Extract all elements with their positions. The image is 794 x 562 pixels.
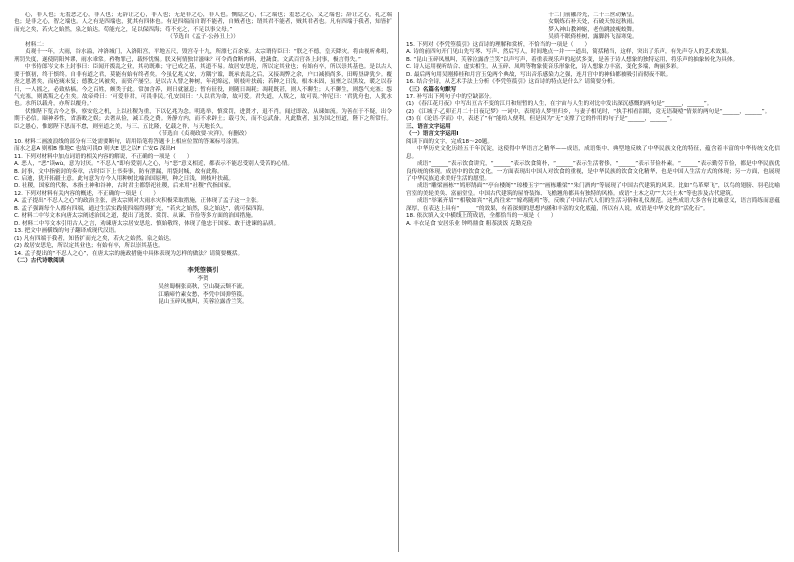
poem-line: 十二门前融冷光，二十三丝动紫皇。 bbox=[548, 12, 638, 18]
question-12-b: B. 孟子强调每个人都有四端，通过生活实践使四端得到扩充，“若火之始然，泉之始达”，就可保四海。 bbox=[14, 205, 268, 212]
poem-line: 女娲炼石补天处，石破天惊逗秋雨。 bbox=[548, 19, 638, 26]
question-12-a: A. 孟子提出“不忍人之心”的政治主张，唐太宗则对大雨水灾积极采取措施，正体现了孟子这一主张。 bbox=[14, 198, 263, 205]
idiom-passage-3: 成语“雕梁画栋”“鸠形鹄面”“亭台楼阁”“琼楼玉宇”“画栋雕梁”“朱门酒肉”等展现了中国古代建筑的风采。比如“鸟革翚飞”，以鸟的翅膀、羽毛比喻宫室的美轮美奂、富丽堂皇。中国古代建筑的屋脊装饰、飞檐翘角都具有独特的风格。成语“土木之功”“大兴土木”等也涉及古代建筑。 bbox=[406, 183, 780, 197]
question-17-1: (1) 《春江花月夜》中写出亘古不变的江月和短暂的人生，在宇宙与人生的对比中发出深沉感慨的两句是“______，______”。 bbox=[406, 101, 713, 108]
question-13: 13. 把文中画横线的句子翻译成现代汉语。 bbox=[14, 228, 120, 235]
subsection-language-one: （一）语言文字运用Ⅰ bbox=[406, 131, 459, 138]
question-18: 18. 依次填入文中横线上的成语，全都恰当的一项是（ ） bbox=[406, 213, 557, 220]
idiom-passage-4: 成语“举案齐眉”“相敬如宾”“礼尚往来”“嫁鸡随鸡”等，反映了中国古代人们的生活习俗和礼仪规范。这些成语大多含有比喻意义，语言简练而意蕴深厚，在表达上具有“______”的效果，有着深刻的思想内涵和丰富的文化底蕴，所以有人说，成语是中华文化的“活化石”。 bbox=[406, 198, 780, 212]
poem-line: 梦入神山教神妪，老鱼跳波瘦蛟舞。 bbox=[548, 26, 638, 33]
question-15-a: A. 诗的前四句开门见山先写琴、写声、然后写人，时间地点一并一一道出，简括精当，这样，突出了乐声，有先声夺人的艺术效果。 bbox=[406, 49, 733, 56]
zhenguan-passage-2: 中书侍郎岑文本上封事曰：臣闻开拨乱之业，其功既难；守已成之基，其道不易。故居安思危，所以定其业也；有始有卒，所以崇其基也。是以古人要于慎初，终于慎终。自非有道之君，莫能有始有终者矣。今虽亿兆乂安，方隅宁谧，既承丧乱之后，又接凋弊之余，户口减损尚多，田畴垦辟犹少。覆焘之恩著矣，而疮痍未复；德教之风被矣，而资产屡空。是以古人譬之种树，年祀绵远，则枝叶扶疏；若种之日浅，根本未固，虽壅之以黑坟，暖之以春日，一人摇之，必致枯槁。今之百姓，颇类于此。常加含养，则日就滋息；暂有征役，则随日凋耗；凋耗既甚，则人不聊生；人不聊生，则怨气充塞；怨气充塞，则离叛之心生矣。故帝舜曰：‘可爱非君，可畏非民。’孔安国曰：‘人以君为命，故可爱。君失道，人叛之，故可畏。’仲尼曰：‘君犹舟也，人犹水也。水所以载舟，亦所以覆舟。’ bbox=[14, 64, 392, 108]
section-poetry-heading: （二）古代诗歌阅读 bbox=[14, 257, 65, 264]
poem-title: 李凭箜篌引 bbox=[187, 267, 219, 275]
question-16: 16. 结合全诗，从艺术手法上分析《李凭箜篌引》这首诗的特点是什么？请简要分析。 bbox=[406, 79, 619, 86]
zhenguan-passage-1: 贞观十一年，大雨，谷水溢，冲洛城门，入洛阳宫，平地五尺，毁宫寺十九，所漂七百余家。太宗谓侍臣曰：“朕之不德，皇天降灾。将由视听弗明，刑罚失度，遂使阴阳舛谬，雨水乖常。矜物罪己，载怀忧惕。朕又何情独甘滋味？可令尚食断肉料，进蔬食。文武百官各上封事，极言得失。” bbox=[14, 49, 392, 63]
source-note-1: （节选自《孟子·公孙丑上》） bbox=[167, 34, 239, 41]
question-18-a: A. 丰衣足食 安居乐业 钟鸣鼎食 粗茶淡饭 克勤克俭 bbox=[406, 220, 533, 227]
question-10-options: 而水之息A 则相B 惟地C 也故可畏D 则夫E 思之以F 亡安G 深出H bbox=[14, 146, 176, 153]
question-12-d: D. 材料二中岑文本引用古人之言，劝谏唐太宗居安思危、慎始敬终，体现了他忠于国家、敢于进谏的品质。 bbox=[14, 220, 280, 227]
left-column bbox=[14, 12, 392, 552]
poem-line: 昆山玉碎凤凰叫，芙蓉泣露香兰笑。 bbox=[158, 299, 248, 306]
reading-instruction: 阅读下面的文字，完成18～20题。 bbox=[406, 138, 493, 145]
question-17-3: (3) 在《论语·学而》中，表述了“有”能给人便利，但是因为“无”支撑了它的作用的句子是“______，______”。 bbox=[406, 116, 676, 123]
question-15: 15. 下列对《李凭箜篌引》这首诗的理解和赏析，不恰当的一项是（ ） bbox=[406, 41, 591, 48]
poem-line: 吴质不眠倚桂树，露脚斜飞湿寒兔。 bbox=[548, 34, 638, 41]
exam-page bbox=[14, 12, 780, 552]
material-two-label: 材料二： bbox=[25, 41, 48, 48]
idiom-passage-1: 中华历史文化历经五千年沉淀，这使得中华语言之精华——成语，成语集中、典型地反映了中华民族文化的特征，蕴含着丰富的中华传统文化信息。 bbox=[406, 146, 780, 160]
question-12: 12. 下列对材料有关内容的概述，不正确的一项是（ ） bbox=[14, 190, 159, 197]
idiom-passage-2: 成语“______”表示饮食讲究，“______”表示饮食简朴，“______”表示生活奢侈，“______”表示节俭朴素。“______”表示勤劳节俭，都是中华民族优良传统的体现。成语中的饮食文化，一方面表现出中国人对饮食的重视，是中华民族的饮食文化精华，也是中国人生活方式的体现；另一方面，也展现了中华民族追求美好生活的愿望。 bbox=[406, 161, 780, 182]
question-17-2: (2) 《江城子·乙卯正月二十日夜记梦》一词中，表现诗人梦里归乡，与妻子相见时，“执手相看泪眼，竟无语凝噎”情景的两句是“______，______”。 bbox=[406, 108, 771, 115]
question-11: 11. 下列对材料中加点词语的相关内容的解说，不正确的一项是（ ） bbox=[14, 153, 193, 160]
question-11-d: D. 社稷，国家的代称，本指土神和谷神，古时君主都祭祀社稷，后来用“社稷”代指国家。 bbox=[14, 183, 235, 190]
question-17: 17. 补写出下列句子中的空缺部分。 bbox=[406, 93, 495, 100]
zhenguan-passage-3: 伏惟陛下览古今之事，察安危之机，上以社稷为重，下以亿兆为念。明选举，慎赏罚，进贤才，退不肖。闻过即改，从谏如流。为善在于不疑，出令期于必信。颐神养性，省游畋之娱；去奢从俭，减工役之费。务静方内，而不求辟土；载弓矢，而不忘武备。凡此数者，虽为国之恒道，陛下之所常行。臣之愚心，惟愿陛下思而不怠，则至道之美，与三、五比隆，亿载之祚，与天地长久。 bbox=[14, 108, 392, 130]
question-13-1: (1) 凡有四端于我者，知皆扩而充之矣，若火之始然，泉之始达。 bbox=[14, 235, 175, 242]
section-language-heading: 三、语言文字运用 bbox=[406, 123, 451, 130]
question-11-a: A. 恶人，“恶”读wù，意为讨厌。“不忍人”即有爱别人之心，与“恶”意义相近，都表示不能忍受别人受苦的心情。 bbox=[14, 161, 293, 168]
question-13-2: (2) 故居安思危，所以定其业也；有始有卒，所以崇其基也。 bbox=[14, 243, 164, 250]
question-11-c: C. 启迪，犹开拓疆土意。此句意为方今人用种树比喻治国原理，种之日浅，则枝叶扶疏。 bbox=[14, 175, 235, 182]
question-12-c: C. 材料二中岑文本向唐太宗阐述治国之道，提出了选贤、赏罚、从谏、节俭等多方面的治国措施。 bbox=[14, 213, 257, 220]
section-dictation-heading: （三）名篇名句默写 bbox=[406, 86, 457, 93]
question-15-d: D. 最后两句用吴刚捧桂和月宫玉兔两个典故，写出音乐感染力之强，连月宫中的神仙都被吸引而彻夜不眠。 bbox=[406, 71, 672, 78]
poem-line: 吴丝蜀桐张高秋，空山凝云颓不流。 bbox=[158, 284, 248, 291]
mencius-text-end: 心，非人也；无羞恶之心，非人也；无辞让之心，非人也；无是非之心，非人也。恻隐之心，仁之端也；羞恶之心，义之端也；辞让之心，礼之端也；是非之心，智之端也。人之有是四端也，犹其有四体也。有是四端而自谓不能者，自贼者也；谓其君不能者，贼其君者也。凡有四端于我者，知皆扩而充之矣，若火之始然，泉之始达。苟能充之，足以保四海；苟不充之，不足以事父母。” bbox=[14, 12, 392, 33]
question-15-b: B. “昆山玉碎凤凰叫，芙蓉泣露香兰笑”以声写声，着重表现乐声的起伏多变，是善于诗人想象的独特运用，将乐声的抽象转化为具体。 bbox=[406, 56, 739, 63]
question-15-c: C. 诗人运用视听结合、虚实相生，从玉碎、凤鸣等物象使音乐形象化，诗人想象力丰富，变化多端，绚丽多彩。 bbox=[406, 64, 682, 71]
poem-author: 李贺 bbox=[197, 275, 209, 282]
question-11-b: B. 封事，文中指密封的奏章，古时臣下上书奏事，防有泄漏，用袋封缄，故有此称。 bbox=[14, 168, 223, 175]
right-column bbox=[406, 12, 780, 552]
poem-line: 江娥啼竹素女愁，李凭中国弹箜篌。 bbox=[158, 291, 248, 298]
column-divider bbox=[398, 12, 399, 552]
source-note-2: （节选自《贞观政要·灾祥》，有删改） bbox=[155, 131, 251, 138]
question-14: 14. 孟子提出的“不忍人之心”，在唐太宗的施政措施中具体表现为怎样的做法？请简要概括。 bbox=[14, 250, 244, 257]
question-10: 10. 材料二画波浪线的部分有三处需要断句，请用铅笔将答题卡上相应位置的答案标号涂黑。 bbox=[14, 138, 243, 145]
